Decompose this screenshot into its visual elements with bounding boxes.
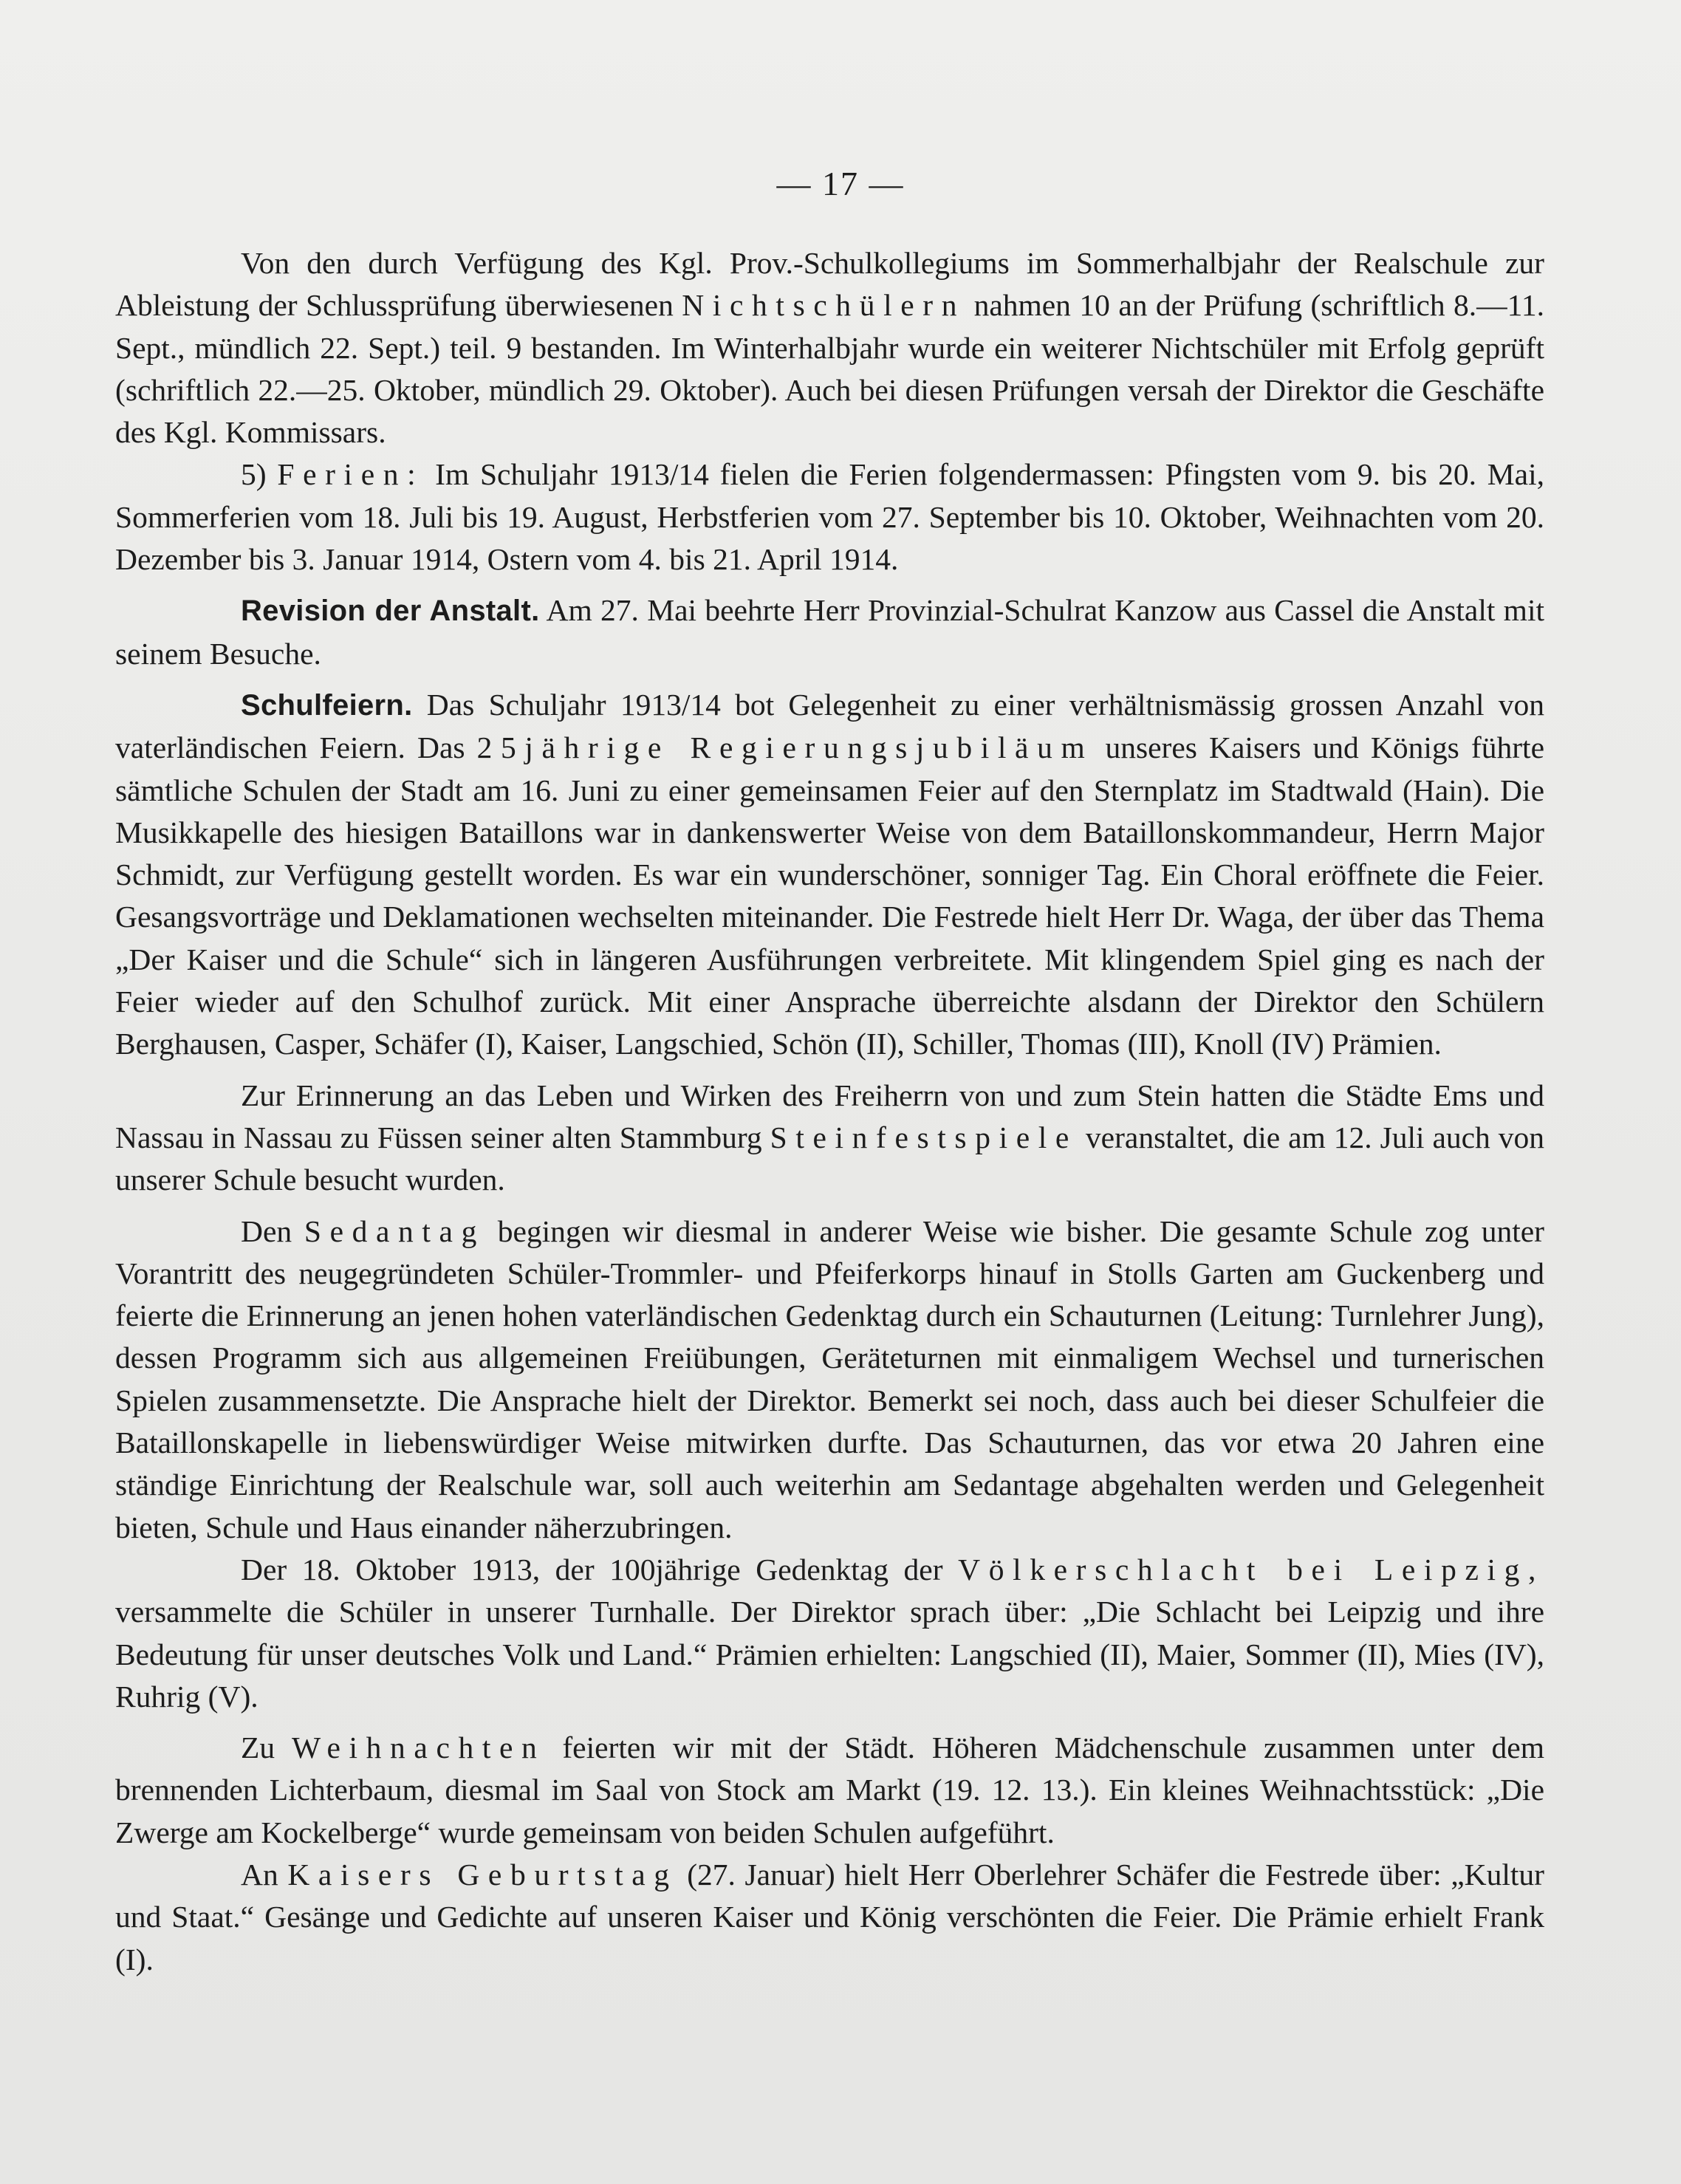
text-run: Im Schuljahr 1913/14 fielen die Ferien folgendermassen: Pfingsten vom 9. bis 20. Mai, Sommerferien vom 18. Juli bis 19. August, Herbstferien vom 27. September bis 10. Oktober, Weihnachten vom 20. Dezember bis 3. Januar 1914, Ostern vom 4. bis 21. April 1914. (115, 457, 1544, 577)
text-run: feierten wir mit der Städt. Höheren Mädchenschule zusammen unter dem brennenden Lichterbaum, diesmal im Saal von Stock am Markt (19. 12. 13.). Ein kleines Weihnachtsstück: „Die Zwerge am Kockelberge“ wurde gemeinsam von beiden Schulen aufgeführt. (115, 1731, 1544, 1849)
text-run: Den (241, 1213, 304, 1248)
text-run: An (241, 1857, 288, 1892)
text-run: Zu (241, 1731, 292, 1765)
spaced-emphasis: 25jährige Regierungsjubiläum (476, 730, 1094, 765)
paragraph-ferien (115, 453, 1544, 581)
paragraph-sedantag (115, 1211, 1544, 1549)
text-run: Zur Erinnerung an das Leben und Wirken des Freiherrn von und zum Stein hatten die Städte Ems und Nassau in Nassau zu Füssen seiner alten Stammburg (115, 1078, 1544, 1154)
spaced-emphasis: Nichtschülern (682, 288, 966, 323)
paragraph-voelkerschlacht (115, 1549, 1544, 1718)
text-run: veranstaltet, die am 12. Juli auch von unserer Schule besucht wurden. (115, 1120, 1544, 1197)
paragraph-nichtschueler-exam (115, 242, 1544, 453)
text-run: unseres Kaisers und Königs führte sämtliche Schulen der Stadt am 16. Juni zu einer gemeinsamen Feier auf den Sternplatz im Stadtwald (Hain). Die Musikkapelle des hiesigen Bataillons war in dankenswerter Weise von dem Bataillonskommandeur, Herrn Major Schmidt, zur Verfügung gestellt worden. Es war ein wunderschöner, sonniger Tag. Ein Choral eröffnete die Feier. Gesangsvorträge und Deklamationen wechselten miteinander. Die Festrede hielt Herr Dr. Waga, der über das Thema „Der Kaiser und die Schule“ sich in längeren Ausführungen verbreitete. Mit klingendem Spiel ging es nach der Feier wieder auf den Schulhof zurück. Mit einer Ansprache überreichte alsdann der Direktor den Schülern Berghausen, Casper, Schäfer (I), Kaiser, Langschied, Schön (II), Schiller, Thomas (III), Knoll (IV) Prämien. (115, 730, 1544, 1061)
text-run: (27. Januar) hielt Herr Oberlehrer Schäfer die Festrede über: „Kultur und Staat.“ Gesänge und Gedichte auf unseren Kaiser und König verschönten die Feier. Die Prämie erhielt Frank (I). (115, 1857, 1544, 1976)
text-run: Von den durch Verfügung des Kgl. Prov.-Schulkollegiums im Sommerhalbjahr der Realschule zur Ableistung der Schlussprüfung überwiesenen (115, 246, 1544, 323)
text-run: begingen wir diesmal in anderer Weise wie bisher. Die gesamte Schule zog unter Vorantritt des neugegründeten Schüler-Trommler- und Pfeiferkorps hinauf in Stolls Garten am Guckenberg und feierte die Erinnerung an jenen hohen vaterländischen Gedenktag durch ein Schauturnen (Leitung: Turnlehrer Jung), dessen Programm sich aus allgemeinen Freiübungen, Geräteturnen mit einmaligem Wechsel und turnerischen Spielen zusammensetzte. Die Ansprache hielt der Direktor. Bemerkt sei noch, dass auch bei dieser Schulfeier die Bataillonskapelle in liebenswürdiger Weise mitwirken durfte. Das Schauturnen, das vor etwa 20 Jahren eine ständige Einrichtung der Realschule war, soll auch weiterhin am Sedantage abgehalten werden und Gelegenheit bieten, Schule und Haus einander näherzubringen. (115, 1213, 1544, 1544)
text-run: Der 18. Oktober 1913, der 100jährige Gedenktag der (241, 1552, 959, 1586)
section-heading: Revision der Anstalt. (241, 595, 540, 628)
text-run: Am 27. Mai beehrte Herr Provinzial-Schulrat Kanzow aus Cassel die Anstalt mit seinem Besuche. (115, 593, 1545, 671)
spaced-emphasis: Steinfestspiele (770, 1120, 1078, 1154)
paragraph-revision (115, 589, 1544, 675)
page-number: — 17 — (776, 165, 905, 202)
spaced-emphasis: Weihnachten (292, 1731, 546, 1765)
spaced-emphasis: Ferien: (277, 457, 425, 492)
text-run: versammelte die Schüler in unserer Turnhalle. Der Direktor sprach über: „Die Schlacht bei Leipzig und ihre Bedeutung für unser deutsches Volk und Land.“ Prämien erhielten: Langschied (II), Maier, Sommer (II), Mies (IV), Ruhrig (V). (115, 1595, 1544, 1714)
paragraph-kaisers-geburtstag (115, 1854, 1544, 1981)
spaced-emphasis: Kaisers Geburtstag (287, 1857, 678, 1892)
paragraph-weihnachten (115, 1727, 1544, 1854)
paragraph-steinfestspiele (115, 1075, 1544, 1202)
paragraph-schulfeiern (115, 684, 1544, 1066)
spaced-emphasis: Sedantag (304, 1213, 485, 1248)
text-run: Das Schuljahr 1913/14 bot Gelegenheit zu einer verhältnismässig grossen Anzahl von vaterländischen Feiern. Das (115, 687, 1544, 765)
spaced-emphasis: Völkerschlacht bei Leipzig, (958, 1552, 1544, 1586)
text-run: nahmen 10 an der Prüfung (schriftlich 8.—11. Sept., mündlich 22. Sept.) teil. 9 bestanden. Im Winterhalbjahr wurde ein weiterer Nichtschüler mit Erfolg geprüft (schriftlich 22.—25. Oktober, mündlich 29. Oktober). Auch bei diesen Prüfungen versah der Direktor die Geschäfte des Kgl. Kommissars. (115, 288, 1544, 450)
section-heading: Schulfeiern. (241, 688, 413, 722)
text-run: 5) (241, 457, 278, 492)
body-text (115, 242, 1544, 1981)
